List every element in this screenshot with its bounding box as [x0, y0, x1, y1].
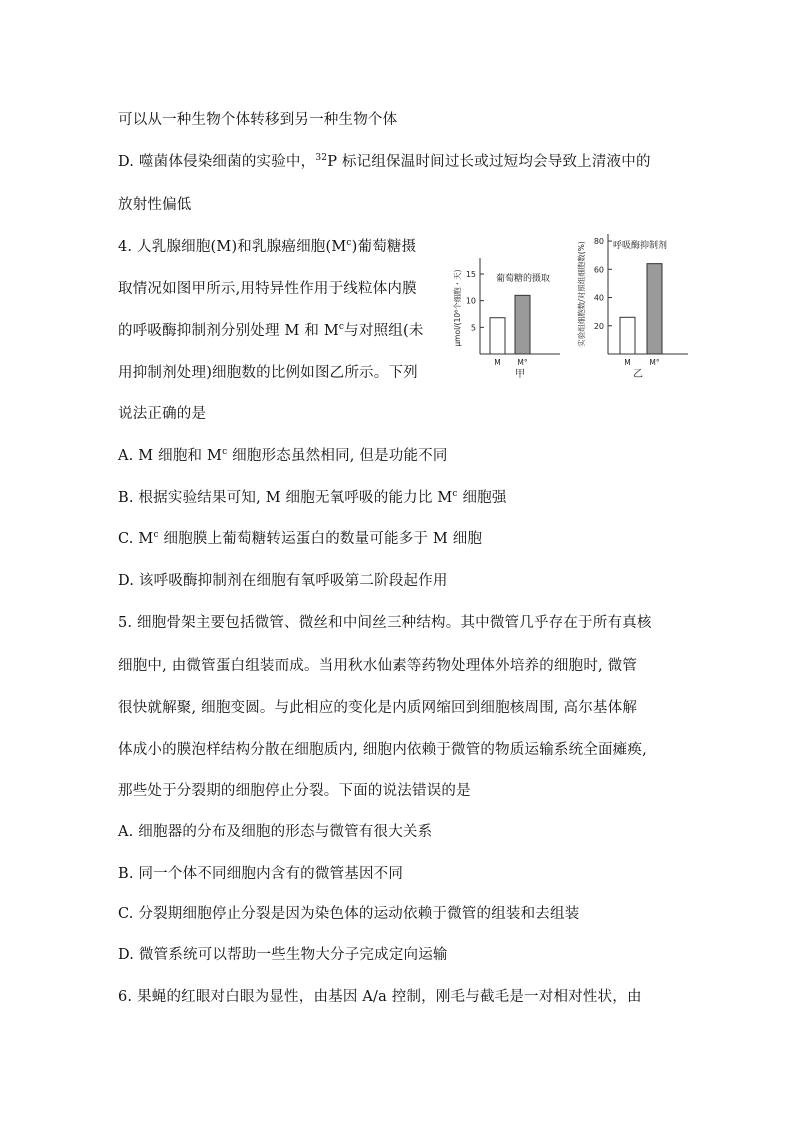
x-category-label: M° — [517, 358, 528, 367]
panel-label: 乙 — [633, 369, 643, 380]
y-tick-label: 20 — [593, 321, 604, 331]
question-4-line-4: 用抑制剂处理)细胞数的比例如图乙所示。下列 — [118, 365, 418, 381]
question-6-line-1: 6. 果蝇的红眼对白眼为显性，由基因 A/a 控制，刚毛与截毛是一对相对性状，由 — [118, 989, 642, 1005]
q5-option-d: D. 微管系统可以帮助一些生物大分子完成定向运输 — [118, 947, 448, 963]
question-4-line-3: 的呼吸酶抑制剂分别处理 M 和 $M^c$与对照组(未 — [118, 322, 424, 339]
chart-jia — [452, 258, 560, 380]
q4-option-d: D. 该呼吸酶抑制剂在细胞有氧呼吸第二阶段起作用 — [118, 573, 448, 589]
x-category-label: M° — [649, 358, 660, 367]
q4-option-c: C. $M^c$ 细胞膜上葡萄糖转运蛋白的数量可能多于 M 细胞 — [118, 530, 483, 547]
q5-option-b: B. 同一个体不同细胞内含有的微管基因不同 — [118, 866, 404, 882]
y-tick-label: 80 — [593, 237, 604, 247]
chart-title: 呼吸酶抑制剂 — [613, 241, 668, 251]
option-d-line-1: D. 噬菌体侵染细菌的实验中，$^{32}$P 标记组保温时间过长或过短均会导致上清液中的 — [118, 153, 651, 170]
y-tick-label: 15 — [465, 270, 476, 279]
y-axis-label: 实验组细胞数/对照组细胞数(%) — [577, 241, 586, 347]
figure-charts — [448, 226, 698, 388]
y-tick-label: 10 — [465, 296, 476, 306]
question-5-line-5: 那些处于分裂期的细胞停止分裂。下面的说法错误的是 — [118, 783, 471, 799]
question-4-line-1: 4. 人乳腺细胞(M)和乳腺癌细胞$(M^c)$葡萄糖摄 — [118, 238, 417, 255]
question-5-line-2: 细胞中, 由微管蛋白组装而成。当用秋水仙素等药物处理体外培养的细胞时, 微管 — [118, 658, 638, 674]
q5-option-c: C. 分裂期细胞停止分裂是因为染色体的运动依赖于微管的组装和去组装 — [118, 906, 580, 922]
chart-title: 葡萄糖的摄取 — [495, 274, 551, 284]
charts-svg — [448, 226, 698, 388]
text-line: 可以从一种生物个体转移到另一种生物个体 — [118, 112, 398, 128]
x-category-label: M — [494, 358, 501, 367]
y-tick-label: 5 — [470, 323, 476, 333]
bar-0 — [490, 318, 505, 354]
question-5-line-4: 体成小的膜泡样结构分散在细胞质内, 细胞内依赖于微管的物质运输系统全面瘫痪, — [118, 742, 647, 758]
question-5-line-3: 很快就解聚, 细胞变圆。与此相应的变化是内质网缩回到细胞核周围, 高尔基体解 — [118, 700, 638, 716]
q5-option-a: A. 细胞器的分布及细胞的形态与微管有很大关系 — [118, 824, 433, 840]
y-tick-label: 60 — [593, 265, 604, 275]
chart-yi — [576, 234, 688, 380]
y-axis-label: μmol/(10⁶个细胞・天) — [453, 269, 462, 347]
bar-1 — [647, 264, 662, 354]
question-4-line-2: 取情况如图甲所示,用特异性作用于线粒体内膜 — [118, 281, 417, 297]
bar-1 — [515, 295, 530, 354]
q4-option-a: A. M 细胞和 $M^c$ 细胞形态虽然相同, 但是功能不同 — [118, 447, 448, 464]
y-tick-label: 40 — [593, 293, 604, 303]
panel-label: 甲 — [515, 369, 525, 380]
x-category-label: M — [624, 358, 631, 367]
question-5-line-1: 5. 细胞骨架主要包括微管、微丝和中间丝三种结构。其中微管几乎存在于所有真核 — [118, 615, 652, 631]
bar-0 — [620, 317, 635, 354]
q4-option-b: B. 根据实验结果可知, M 细胞无氧呼吸的能力比 $M^c$ 细胞强 — [118, 489, 507, 506]
question-4-line-5: 说法正确的是 — [118, 406, 207, 422]
option-d-line-2: 放射性偏低 — [118, 197, 192, 213]
